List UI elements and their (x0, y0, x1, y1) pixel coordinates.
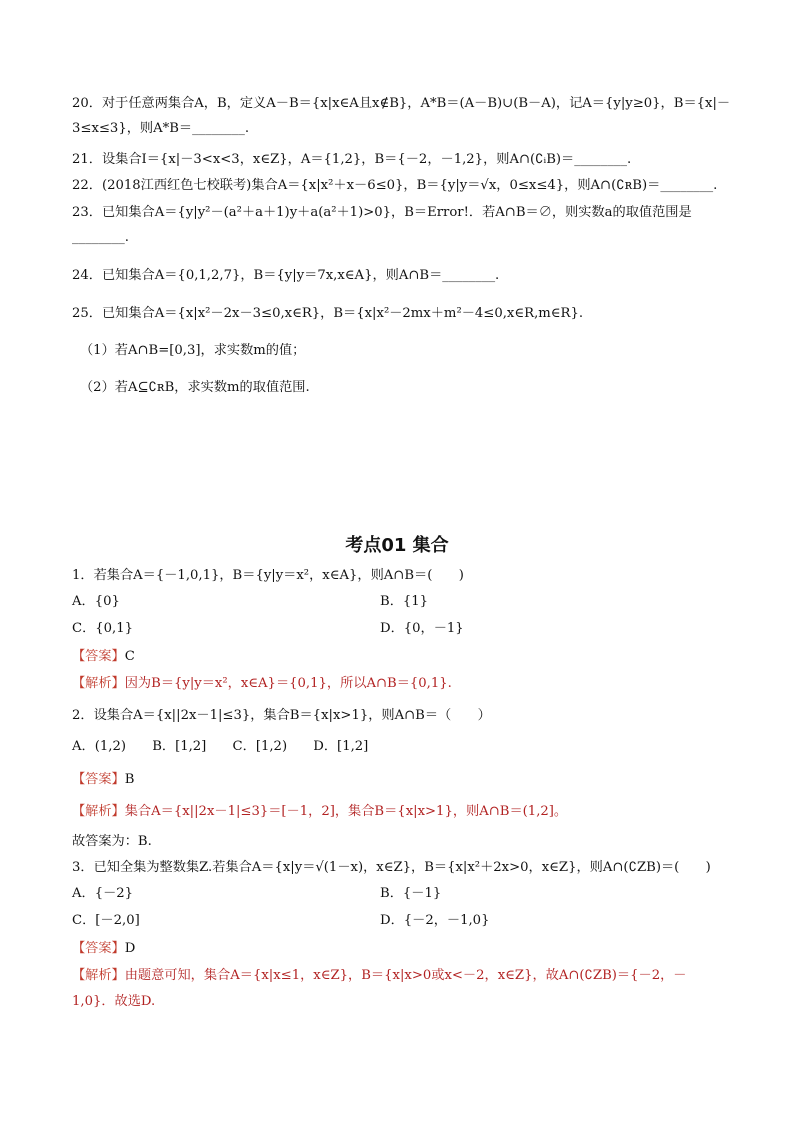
exercise-22: 22．(2018江西红色七校联考)集合A＝{x|x²＋x－6≤0}，B＝{y|y＝√x，0≤x≤4}，则A∩(∁ʀB)＝________. (72, 178, 718, 193)
q3-option-b: B．{－1} (380, 886, 442, 901)
q2-conclusion: 故答案为：B. (72, 834, 152, 849)
answer-value: D (124, 941, 136, 956)
exercise-25: 25．已知集合A＝{x|x²－2x－3≤0,x∈R}，B＝{x|x²－2mx＋m²－4≤0,x∈R,m∈R}. (72, 306, 584, 321)
analysis-tag: 【解析】 (72, 804, 125, 819)
exercise-25-part-1: （1）若A∩B=[0,3]，求实数m的值； (80, 343, 306, 358)
q3-option-d: D．{－2，－1,0} (380, 913, 490, 928)
q3-option-c: C．[－2,0] (72, 913, 140, 928)
q1-option-c: C．{0,1} (72, 621, 134, 636)
answer-value: C (124, 649, 135, 664)
q3-answer (72, 939, 732, 959)
q1-analysis (72, 674, 732, 694)
exercise-24: 24．已知集合A＝{0,1,2,7}，B＝{y|y＝7x,x∈A}，则A∩B＝________. (72, 268, 500, 283)
q1-answer (72, 647, 732, 667)
exercise-25-part-2: （2）若A⊆∁ʀB，求实数m的取值范围. (80, 380, 310, 395)
exercise-23-line-1: 23．已知集合A＝{y|y²－(a²＋a＋1)y＋a(a²＋1)>0}，B＝Error!．若A∩B＝∅，则实数a的取值范围是 (72, 205, 692, 220)
q2-stem: 2．设集合A＝{x||2x－1|≤3}，集合B＝{x|x>1}，则A∩B＝（ ） (72, 708, 491, 723)
q2-option-a: A．(1,2) (72, 739, 126, 754)
analysis-tag: 【解析】 (72, 968, 125, 983)
exercise-20-line-1: 20．对于任意两集合A，B，定义A－B＝{x|x∈A且x∉B}，A*B＝(A－B)∪(B－A)，记A＝{y|y≥0}，B＝{x|－ (72, 96, 731, 111)
q3-analysis-line-2: 1,0}．故选D. (72, 994, 156, 1009)
q1-stem: 1．若集合A＝{－1,0,1}，B＝{y|y＝x²，x∈A}，则A∩B＝( ) (72, 568, 464, 583)
q2-analysis (72, 802, 732, 822)
analysis-text: 由题意可知，集合A＝{x|x≤1，x∈Z}，B＝{x|x>0或x<－2，x∈Z}，故A∩(∁ZB)＝{－2，－ (124, 968, 687, 983)
analysis-text: 集合A＝{x||2x－1|≤3}＝[－1，2]，集合B＝{x|x>1}，则A∩B＝(1,2]。 (124, 804, 568, 819)
exercise-23-line-2: ________. (72, 230, 129, 245)
q3-analysis-line-1 (72, 966, 732, 986)
answer-tag: 【答案】 (72, 941, 125, 956)
q2-option-b: B．[1,2] (152, 739, 207, 754)
q1-option-a: A．{0} (72, 594, 120, 609)
q2-options (72, 737, 732, 757)
answer-value: B (124, 772, 135, 787)
exercise-21: 21．设集合I＝{x|－3<x<3，x∈Z}，A＝{1,2}，B＝{－2，－1,2}，则A∩(∁ᵢB)＝________. (72, 152, 632, 167)
analysis-text: 因为B＝{y|y＝x²，x∈A}＝{0,1}，所以A∩B＝{0,1}. (124, 676, 452, 691)
q2-option-c: C．[1,2) (232, 739, 288, 754)
q2-answer (72, 770, 732, 790)
q1-option-b: B．{1} (380, 594, 429, 609)
q3-option-a: A．{－2} (72, 886, 134, 901)
analysis-tag: 【解析】 (72, 676, 125, 691)
q1-option-d: D．{0，－1} (380, 621, 464, 636)
exercise-20-line-2: 3≤x≤3}，则A*B＝________. (72, 121, 250, 136)
section-title: 考点01 集合 (345, 535, 449, 556)
answer-tag: 【答案】 (72, 649, 125, 664)
q3-stem: 3．已知全集为整数集Z.若集合A＝{x|y＝√(1－x)，x∈Z}，B＝{x|x²＋2x>0，x∈Z}，则A∩(∁ZB)＝( ) (72, 860, 711, 875)
answer-tag: 【答案】 (72, 772, 125, 787)
q2-option-d: D．[1,2] (313, 739, 369, 754)
